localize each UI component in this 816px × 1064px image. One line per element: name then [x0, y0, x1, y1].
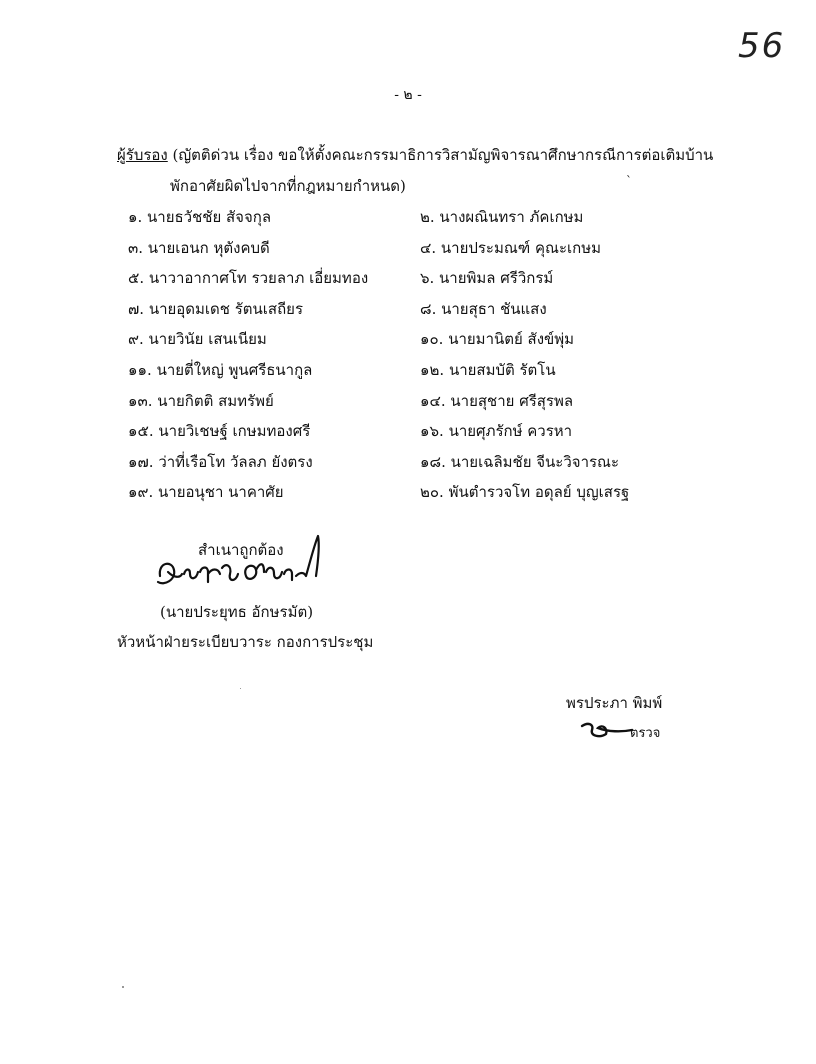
signer-entry: ๓. นายเอนก หุตังคบดี — [128, 238, 270, 257]
signer-row — [0, 358, 816, 389]
certified-label: สำเนาถูกต้อง — [198, 541, 284, 559]
typist-note: พรประภา พิมพ์ — [566, 694, 663, 712]
signer-row — [0, 205, 816, 236]
signer-row — [0, 419, 816, 450]
signer-entry: ๒. นางผณินทรา ภัคเกษม — [420, 208, 584, 226]
checker-label: ตรวจ — [630, 726, 661, 741]
signer-entry: ๒๐. พันตำรวจโท อดุลย์ บุญเสรฐ — [420, 483, 630, 502]
signer-row — [0, 480, 816, 511]
signer-row — [0, 236, 816, 267]
signer-list — [0, 205, 816, 511]
signer-entry: ๑๘. นายเฉลิมชัย จีนะวิจารณะ — [420, 452, 620, 471]
signer-entry: ๙. นายวินัย เสนเนียม — [128, 330, 267, 349]
signer-entry: ๑๔. นายสุชาย ศรีสุรพล — [420, 391, 574, 410]
signer-row — [0, 266, 816, 297]
certifier-name: (นายประยุทธ อักษรมัต) — [160, 603, 314, 621]
signer-entry: ๕. นาวาอากาศโท รวยลาภ เอี่ยมทอง — [128, 269, 369, 288]
checker-initials — [578, 718, 634, 742]
signer-row — [0, 389, 816, 420]
handwritten-page-number: 56 — [738, 26, 786, 66]
signer-entry: ๑๕. นายวิเชษฐ์ เกษมทองศรี — [128, 422, 311, 441]
signer-entry: ๖. นายพิมล ศรีวิกรม์ — [420, 269, 554, 288]
signer-entry: ๑๖. นายศุภรักษ์ ควรหา — [420, 422, 573, 441]
signer-row — [0, 327, 816, 358]
scan-speck — [122, 986, 124, 988]
signer-entry: ๑๑. นายตี่ใหญ่ พูนศรีธนากูล — [128, 360, 313, 379]
signer-entry: ๑๓. นายกิตติ สมทรัพย์ — [128, 391, 274, 410]
signer-entry: ๑๒. นายสมบัติ รัตโน — [420, 360, 556, 379]
intro-text-line-1: (ญัตติด่วน เรื่อง ขอให้ตั้งคณะกรรมาธิการวิสามัญพิจารณาศึกษากรณีการต่อเติมบ้าน — [167, 146, 714, 164]
signer-entry: ๗. นายอุดมเดช รัตนเสถียร — [128, 299, 303, 318]
signer-entry: ๑๙. นายอนุชา นาคาศัย — [128, 483, 284, 502]
scan-speck — [240, 688, 241, 689]
signer-entry: ๑๗. ว่าที่เรือโท วัลลภ ยังตรง — [128, 452, 313, 471]
intro-label: ผู้รับรอง — [117, 146, 168, 164]
signer-entry: ๘. นายสุธา ชันแสง — [420, 299, 547, 318]
intro-text-line-2: พักอาศัยผิดไปจากที่กฎหมายกำหนด) — [170, 177, 406, 195]
signer-entry: ๑๐. นายมานิตย์ สังข์พุ่ม — [420, 330, 575, 349]
intro-line-1 — [117, 143, 717, 167]
certifier-title: หัวหน้าฝ่ายระเบียบวาระ กองการประชุม — [117, 633, 374, 651]
signer-entry: ๑. นายธวัชชัย สัจจกุล — [128, 208, 272, 226]
signer-row — [0, 297, 816, 328]
tick-mark: ` — [626, 174, 632, 188]
page-marker: - ๒ - — [394, 87, 422, 103]
signer-entry: ๔. นายประมณฑ์ คุณะเกษม — [420, 238, 602, 257]
signer-row — [0, 450, 816, 481]
